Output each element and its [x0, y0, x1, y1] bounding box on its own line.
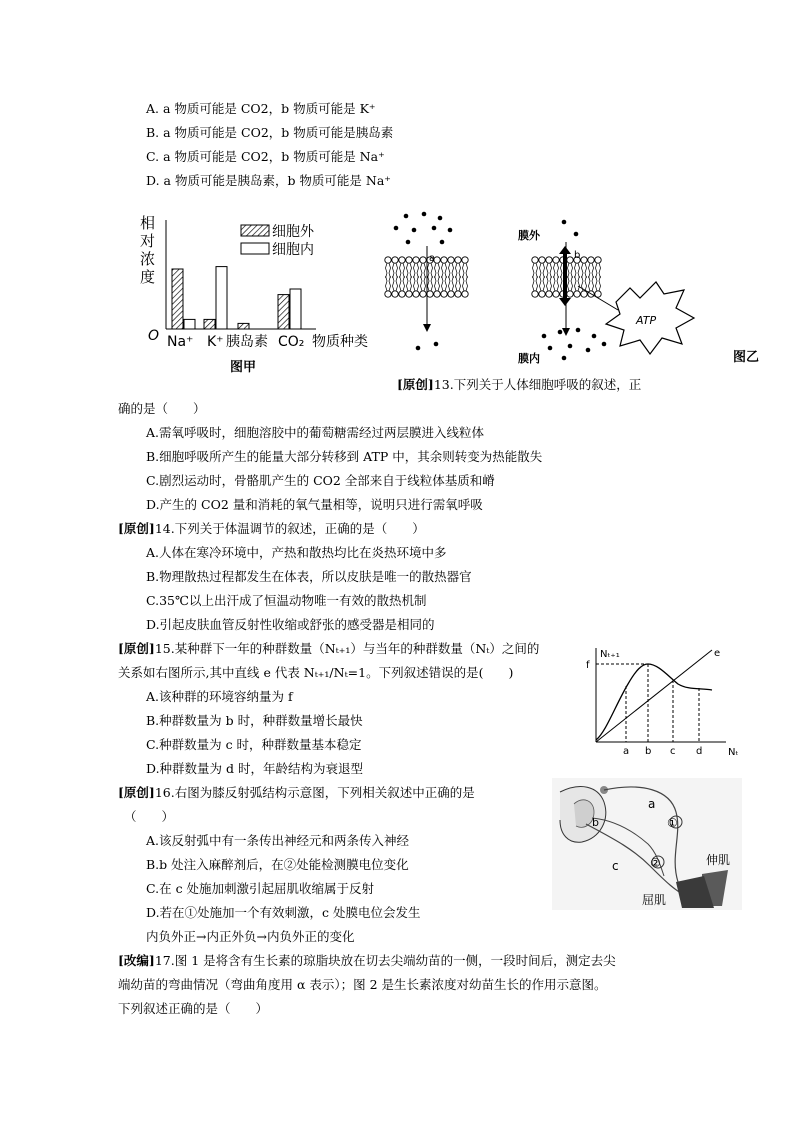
figure-yi-membrane	[378, 206, 713, 364]
q16-stem1: 16.右图为膝反射弧结构示意图，下列相关叙述中正确的是	[154, 785, 475, 800]
q14-option-d: D.引起皮肤血管反射性收缩或舒张的感受器是相同的	[146, 617, 435, 632]
q15-stem-line2: 关系如右图所示,其中直线 e 代表 Nₜ₊₁/Nₜ=1。下列叙述错误的是( )	[118, 665, 514, 680]
q12-option-c: C. a 物质可能是 CO2，b 物质可能是 Na⁺	[146, 149, 385, 164]
figure-yi-caption: 图乙	[733, 350, 760, 365]
origin-label: O	[148, 328, 160, 344]
q13-option-d: D.产生的 CO2 量和消耗的氧气量相等，说明只进行需氧呼吸	[146, 497, 483, 512]
x-tick-d: d	[696, 746, 703, 757]
graph-x-label: Nₜ	[728, 747, 739, 758]
q16-option-a: A.该反射弧中有一条传出神经元和两条传入神经	[146, 833, 410, 848]
x-axis-label: 物质种类	[312, 334, 368, 350]
q16-option-c: C.在 c 处施加刺激引起屈肌收缩属于反射	[146, 881, 375, 896]
label-b: b	[592, 816, 599, 829]
arrow-a-head	[423, 324, 431, 332]
q12-option-a: A. a 物质可能是 CO2，b 物质可能是 K⁺	[146, 101, 376, 116]
q14-option-a: A.人体在寒冷环境中，产热和散热均比在炎热环境中多	[146, 545, 447, 560]
label-a: a	[648, 797, 656, 811]
q16-tag: [原创]	[118, 785, 155, 800]
label-inside: 膜内	[518, 352, 540, 364]
q16-stem-line2: （ ）	[124, 809, 175, 824]
ylabel-char-2: 对	[140, 232, 156, 250]
knee-reflex-figure	[552, 778, 742, 910]
legend-outside-swatch	[241, 225, 269, 236]
q12-option-d: D. a 物质可能是胰岛素，b 物质可能是 Na⁺	[146, 173, 391, 188]
category-label-co2: CO₂	[278, 334, 305, 350]
arrow-b-head	[562, 328, 570, 336]
q13-stem-line2: 确的是（ ）	[118, 401, 206, 416]
q13-tag: [原创]	[397, 377, 434, 392]
q13-stem-line1	[397, 377, 641, 393]
q16-stem-line1	[118, 785, 475, 801]
q17-text1: 17.图 1 是将含有生长素的琼脂块放在切去尖端幼苗的一侧，一段时间后，测定去尖	[154, 953, 616, 968]
legend-inside-label: 细胞内	[272, 242, 314, 258]
label-c: c	[612, 859, 619, 873]
x-tick-a: a	[623, 746, 630, 757]
q15-tag: [原创]	[118, 641, 155, 656]
q13-option-c: C.剧烈运动时，骨骼肌产生的 CO2 全部来自于线粒体基质和嵴	[146, 473, 495, 488]
q13-option-a: A.需氧呼吸时，细胞溶胶中的葡萄糖需经过两层膜进入线粒体	[146, 425, 485, 440]
label-extensor: 伸肌	[706, 853, 731, 867]
label-a: a	[429, 253, 436, 264]
q15-stem1: 15.某种群下一年的种群数量（Nₜ₊₁）与当年的种群数量（Nₜ）之间的	[154, 641, 540, 656]
bar-inside-1	[216, 267, 227, 329]
bar-inside-3	[290, 289, 301, 329]
q14-stem-text: 14.下列关于体温调节的叙述，正确的是（ ）	[154, 521, 425, 536]
atp-pointer	[578, 286, 618, 310]
q15-option-c: C.种群数量为 c 时，种群数量基本稳定	[146, 737, 362, 752]
bar-outside-0	[172, 269, 183, 329]
q17-line1	[118, 953, 616, 969]
q12-option-b: B. a 物质可能是 CO2，b 物质可能是胰岛素	[146, 125, 394, 140]
category-label-k: K⁺	[207, 334, 224, 350]
q14-option-c: C.35℃以上出汗成了恒温动物唯一有效的散热机制	[146, 593, 427, 608]
site-2-label: ②	[650, 856, 661, 870]
q17-tag: [改编]	[118, 953, 155, 968]
graph-y-label: Nₜ₊₁	[600, 649, 620, 660]
bar-outside-2	[238, 323, 249, 329]
q17-line2: 端幼苗的弯曲情况（弯曲角度用 α 表示）；图 2 是生长素浓度对幼苗生长的作用示意图。	[118, 977, 607, 992]
q14-option-b: B.物理散热过程都发生在体表，所以皮肤是唯一的散热器官	[146, 569, 472, 584]
category-label-na: Na⁺	[167, 334, 194, 350]
q13-stem1: 13.下列关于人体细胞呼吸的叙述，正	[433, 377, 642, 392]
legend-outside-label: 细胞外	[272, 224, 314, 240]
q17-line3: 下列叙述正确的是（ ）	[118, 1001, 269, 1016]
population-graph	[578, 644, 744, 764]
q14-tag: [原创]	[118, 521, 155, 536]
q15-option-b: B.种群数量为 b 时，种群数量增长最快	[146, 713, 363, 728]
label-outside: 膜外	[518, 229, 540, 242]
q14-stem	[118, 521, 425, 537]
graph-e-label: e	[714, 648, 721, 659]
bar-outside-1	[204, 319, 215, 329]
atp-label: ATP	[636, 314, 657, 327]
q16-option-b: B.b 处注入麻醉剂后，在②处能检测膜电位变化	[146, 857, 409, 872]
bar-outside-3	[278, 295, 289, 329]
legend-inside-swatch	[241, 243, 269, 254]
q16-option-d-cont: 内负外正→内正外负→内负外正的变化	[146, 929, 355, 944]
x-tick-b: b	[645, 746, 652, 757]
figure-jia-caption: 图甲	[230, 360, 257, 375]
q15-stem-line1	[118, 641, 539, 657]
ylabel-char-4: 度	[140, 268, 156, 286]
q15-option-a: A.该种群的环境容纳量为 f	[146, 689, 293, 704]
graph-f-label: f	[586, 660, 590, 671]
figure-jia-bar-chart	[138, 208, 388, 380]
category-label-insulin: 胰岛素	[226, 334, 268, 350]
x-tick-c: c	[670, 746, 676, 757]
ylabel-char-3: 浓	[140, 250, 156, 268]
ylabel-char-1: 相	[140, 214, 156, 232]
q15-option-d: D.种群数量为 d 时，年龄结构为衰退型	[146, 761, 363, 776]
bar-inside-0	[184, 319, 195, 329]
label-b: b	[574, 250, 581, 261]
label-flexor: 屈肌	[642, 893, 667, 907]
site-1-label: ①	[667, 816, 678, 830]
q16-option-d: D.若在①处施加一个有效刺激，c 处膜电位会发生	[146, 905, 421, 920]
q13-option-b: B.细胞呼吸所产生的能量大部分转移到 ATP 中，其余则转变为热能散失	[146, 449, 543, 464]
